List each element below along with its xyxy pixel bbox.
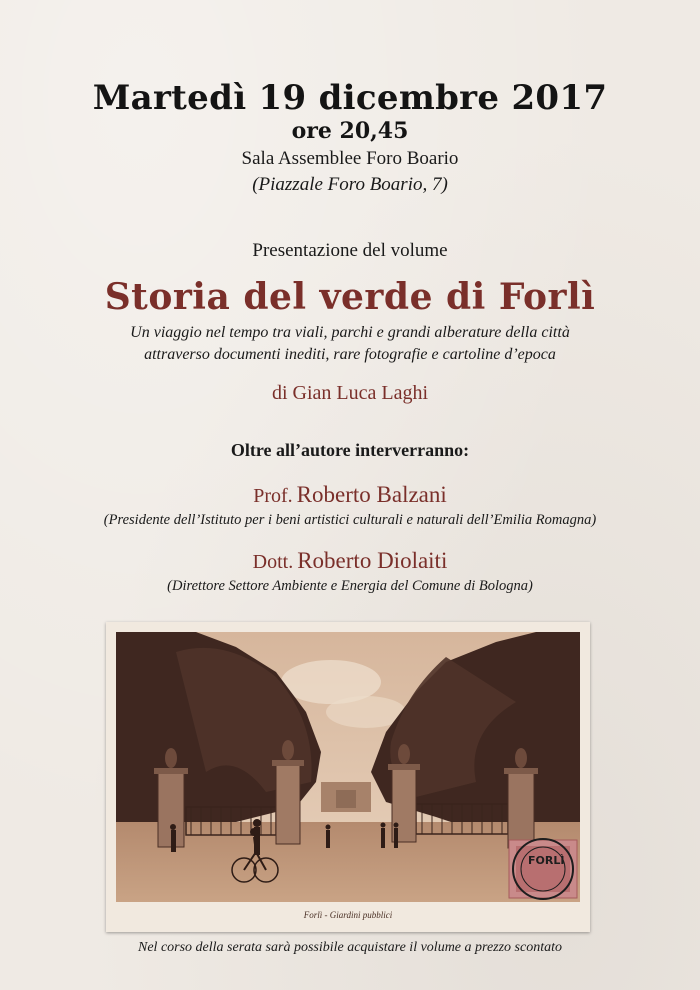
postcard-caption: Forlì - Giardini pubblici <box>303 910 393 920</box>
event-time: ore 20,45 <box>291 118 409 144</box>
footnote: Nel corso della serata sarà possibile acquistare il volume a prezzo scontato <box>138 940 562 955</box>
stamp-postmark-text: FORLÌ <box>528 854 565 867</box>
speaker-2-name <box>0 548 700 574</box>
book-author: di Gian Luca Laghi <box>271 382 429 404</box>
book-subtitle-line-1: Un viaggio nel tempo tra viali, parchi e grandi alberature della città <box>130 324 570 341</box>
postcard-photo <box>116 632 580 902</box>
speaker-1-fullname: Roberto Balzani <box>296 482 447 507</box>
postage-stamp <box>509 839 577 899</box>
speakers-intro: Oltre all’autore interverranno: <box>230 440 470 460</box>
book-subtitle <box>0 322 700 366</box>
vintage-postcard <box>106 622 590 932</box>
park-entrance-illustration <box>116 632 580 902</box>
speaker-2-prefix: Dott. <box>252 551 294 573</box>
speaker-1-role: (Presidente dell’Istituto per i beni artistici culturali e naturali dell’Emilia Romagna) <box>103 512 597 528</box>
speaker-1-name <box>0 482 700 508</box>
presentation-label: Presentazione del volume <box>252 240 448 261</box>
speaker-1-prefix: Prof. <box>253 485 293 507</box>
book-title: Storia del verde di Forlì <box>104 276 596 318</box>
book-subtitle-line-2: attraverso documenti inediti, rare fotografie e cartoline d’epoca <box>144 346 556 363</box>
event-date: Martedì 19 dicembre 2017 <box>92 78 608 118</box>
speaker-2-fullname: Roberto Diolaiti <box>297 548 448 573</box>
event-venue: Sala Assemblee Foro Boario <box>241 148 459 169</box>
event-address: (Piazzale Foro Boario, 7) <box>252 174 448 195</box>
speaker-2-role: (Direttore Settore Ambiente e Energia del Comune di Bologna) <box>167 578 533 594</box>
